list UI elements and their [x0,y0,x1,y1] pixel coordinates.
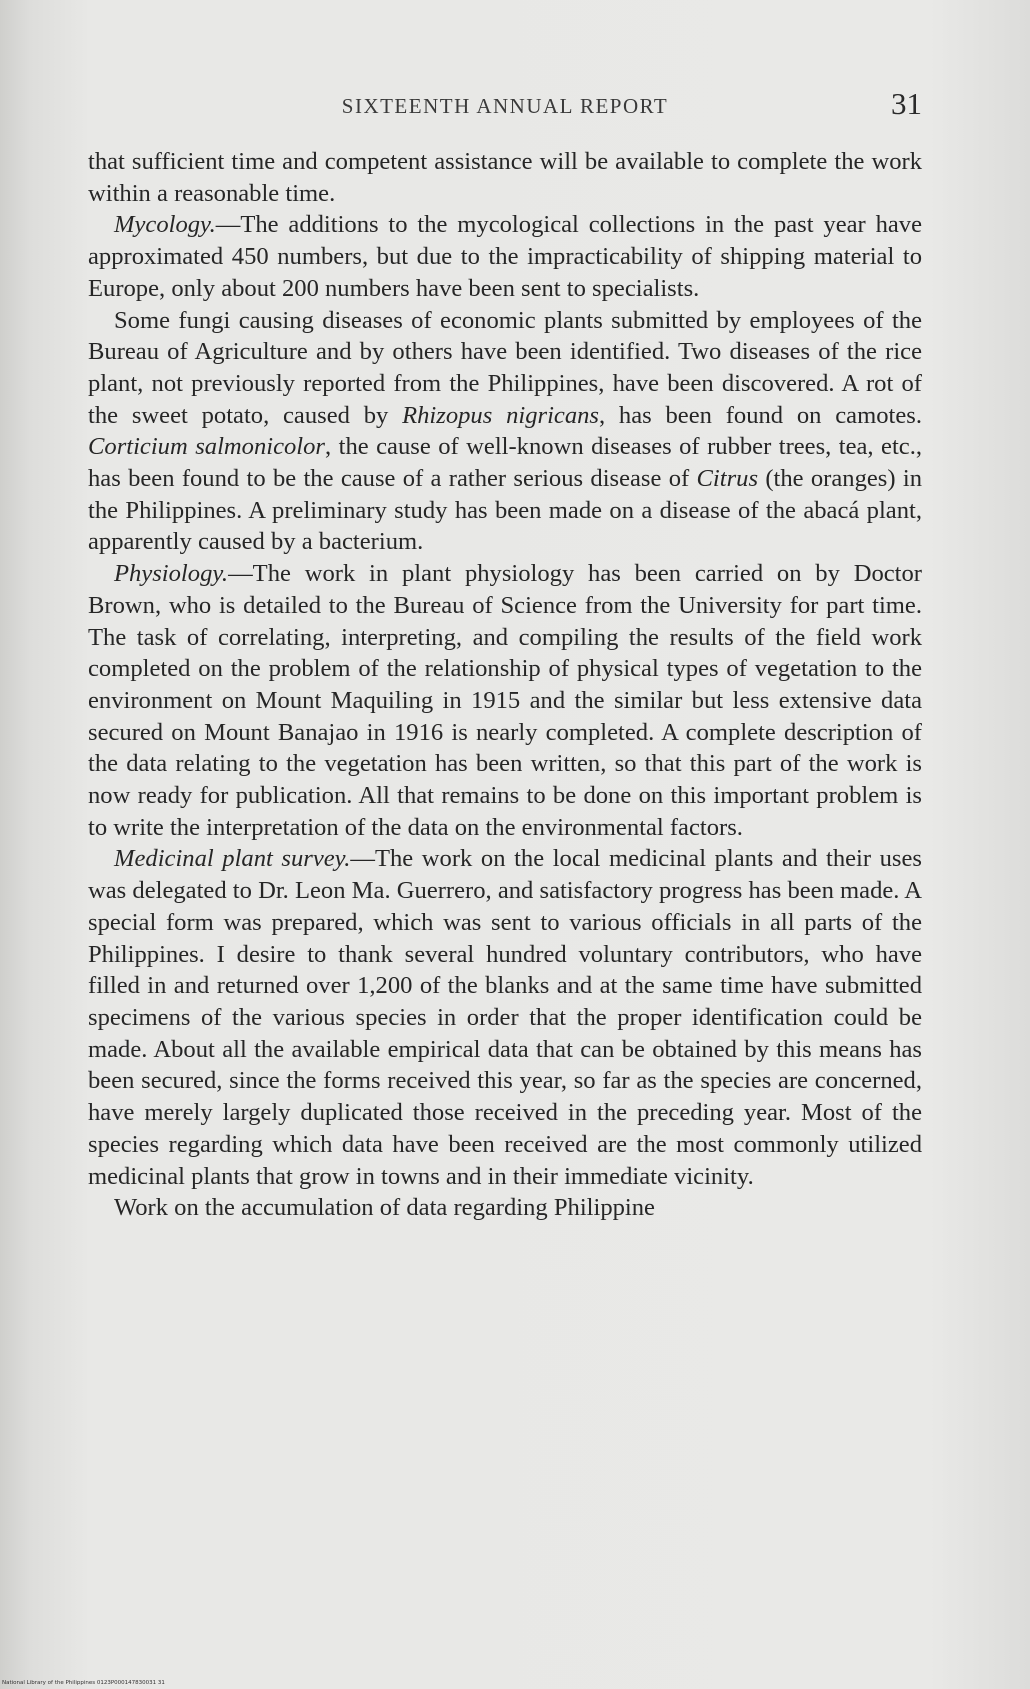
paragraph-text: , has been found on camotes. [599,401,922,429]
library-stamp: National Library of the Philippines 0123P000147830031 31 [2,1680,165,1686]
scientific-name: Citrus [696,465,759,493]
running-title: SIXTEENTH ANNUAL REPORT [341,94,669,118]
paragraph-fungi [88,305,922,559]
scientific-name: Rhizopus nigricans [402,401,599,429]
paragraph-philippine-data [88,1192,922,1224]
paragraph-physiology [88,558,922,843]
section-heading-mycology: Mycology. [114,211,216,239]
paragraph-medicinal-plant-survey [88,843,922,1192]
body-text [88,146,922,1224]
paragraph-mycology [88,209,922,304]
paragraph-continuation [88,146,922,209]
paragraph-text: —The work in plant physiology has been carried on by Doctor Brown, who is detailed to the Bureau of Science from the University for part time. The task of correlating, interpreting, and compiling the results of the field work completed on the problem of the relationship of physical types of vegetation to the environment on Mount Maquiling in 1915 and the similar but less extensive data secured on Mount Banajao in 1916 is nearly completed. A complete description of the data relating to the vegetation has been written, so that this part of the work is now ready for publication. All that remains to be done on this important problem is to write the interpretation of the data on the environmental factors. [88,560,922,841]
paragraph-text: Some fungi causing diseases of economic plants submitted by employees of the Bureau of Agriculture and by others have been identified. Two diseases of the rice plant, not previously reported from the Philippines, have been discovered. A rot of the sweet potato, caused by [88,306,922,429]
paragraph-text: , the cause of well-known diseases of rubber trees, tea, etc., has been found to be the cause of a rather serious disease of [88,433,922,493]
paragraph-text: that sufficient time and competent assistance will be available to complete the work within a reasonable time. [88,148,922,207]
paragraph-text: —The work on the local medicinal plants and their uses was delegated to Dr. Leon Ma. Guerrero, and satisfactory progress has been made. A special form was prepared, which was sent to various officials in all parts of the Philippines. I desire to thank several hundred voluntary contributors, who have filled in and returned over 1,200 of the blanks and at the same time have submitted specimens of the various species in order that the proper identification could be made. About all the available empirical data that can be obtained by this means has been secured, since the forms received this year, so far as the species are concerned, have merely largely duplicated those received in the preceding year. Most of the species regarding which data have been received are the most commonly utilized medicinal plants that grow in towns and in their immediate vicinity. [88,845,922,1190]
paragraph-text: —The additions to the mycological collections in the past year have approximated 450 numbers, but due to the impracticability of shipping material to Europe, only about 200 numbers have been sent to specialists. [88,211,922,302]
paragraph-text: Work on the accumulation of data regarding Philippine [114,1194,655,1222]
section-heading-physiology: Physiology. [114,560,229,588]
page-header [88,84,922,134]
page-number: 31 [891,86,922,121]
scientific-name: Corticium salmonicolor [88,433,326,461]
section-heading-medicinal-plant-survey: Medicinal plant survey. [114,845,351,873]
paragraph-text: (the oranges) in the Philippines. A preliminary study has been made on a disease of the abacá plant, apparently caused by a bacterium. [88,465,922,556]
